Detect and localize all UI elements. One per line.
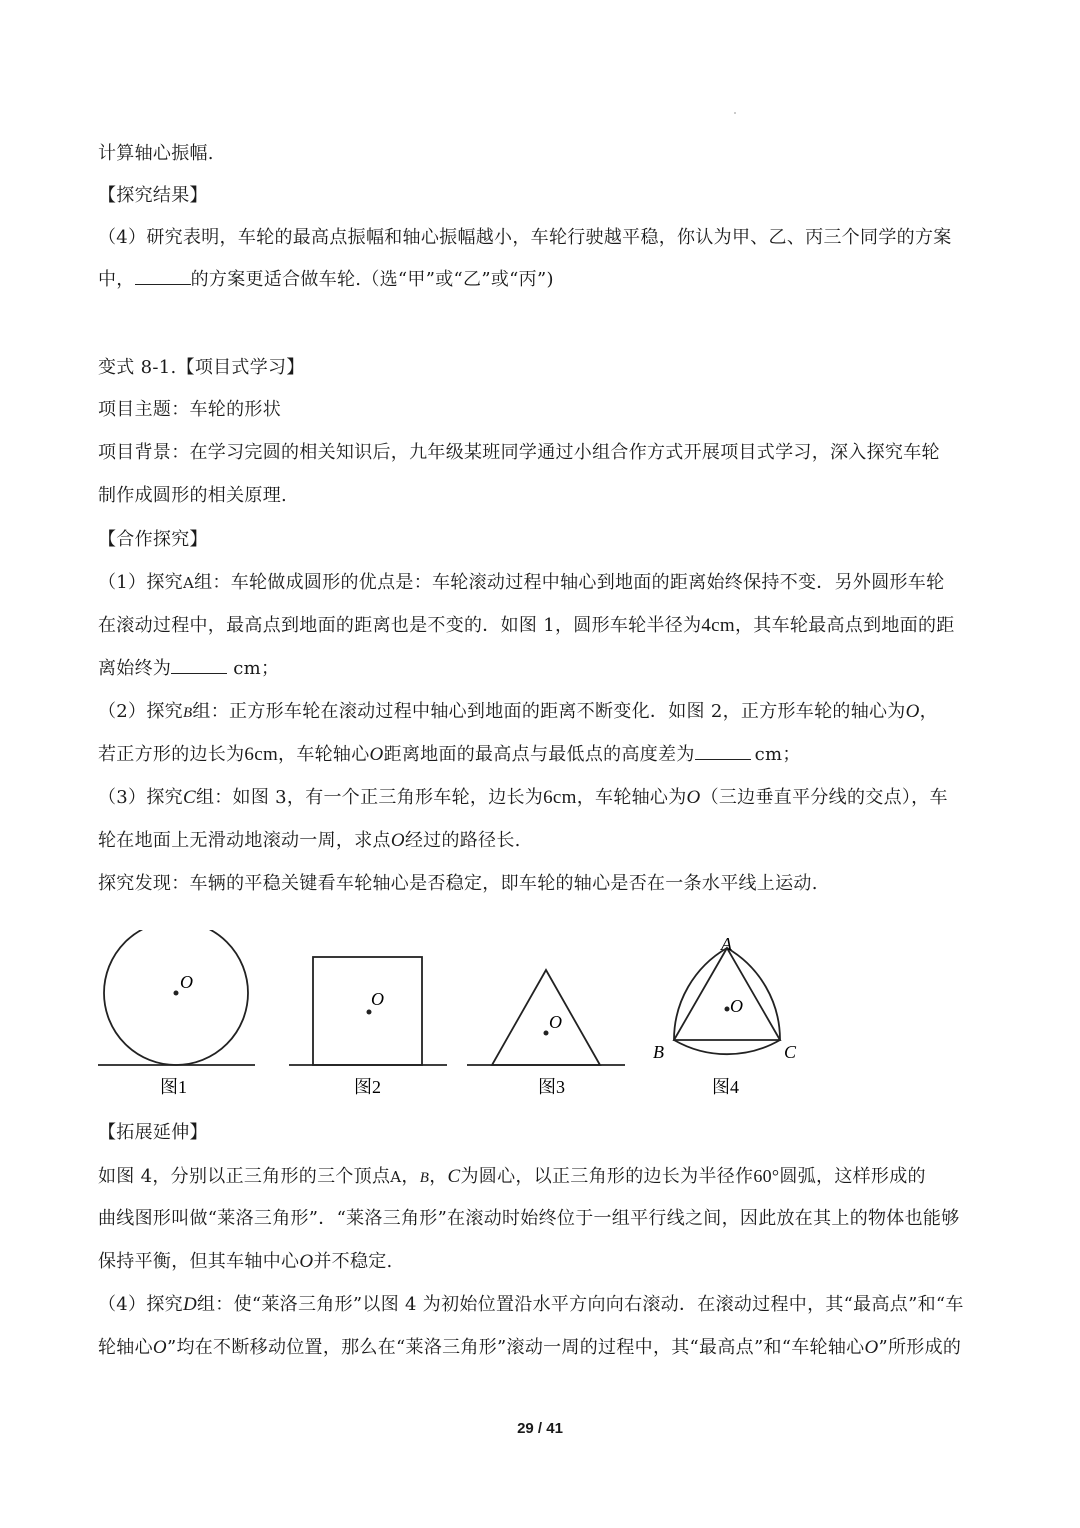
center-dot: [174, 991, 179, 996]
answer-blank: [171, 657, 227, 674]
label-o: O: [371, 989, 384, 1009]
extension-line3: 保持平衡，但其车轴中心O并不稳定.: [98, 1251, 393, 1272]
inner-triangle: [674, 948, 780, 1040]
caption-figure-3: 图3: [538, 1077, 565, 1097]
caption-figure-2: 图2: [354, 1077, 381, 1097]
circle-wheel: [104, 930, 248, 1065]
part-4-line2: 轮轴心O”均在不断移动位置，那么在“莱洛三角形”滚动一周的过程中，其“最高点”和“车轮轴心O”所形成的: [98, 1337, 962, 1358]
question-4-line2: 中， 的方案更适合做车轮.（选“甲”或“乙”或“丙”): [98, 269, 554, 290]
center-dot: [367, 1010, 372, 1015]
center-dot: [725, 1007, 730, 1012]
project-theme: 项目主题：车轮的形状: [98, 399, 281, 420]
part-3-line1: （3）探究C组：如图 3，有一个正三角形车轮，边长为6cm，车轮轴心为O（三边垂直平分线的交点），车: [98, 787, 948, 808]
project-background-line2: 制作成圆形的相关原理.: [98, 485, 288, 506]
part-3-line2: 轮在地面上无滑动地滚动一周，求点O经过的路径长.: [98, 830, 521, 851]
triangle-wheel: [492, 970, 600, 1065]
label-c: C: [784, 1042, 797, 1062]
extension-line1: 如图 4，分别以正三角形的三个顶点A，B，C为圆心，以正三角形的边长为半径作60°圆弧，这样形成的: [98, 1166, 926, 1187]
answer-blank: [135, 268, 191, 285]
figures: [90, 930, 810, 1105]
para-axis-amplitude: 计算轴心振幅.: [98, 143, 214, 164]
label-a: A: [721, 934, 732, 954]
discovery: 探究发现：车辆的平稳关键看车轮轴心是否稳定，即车轮的轴心是否在一条水平线上运动.: [98, 873, 818, 894]
label-o: O: [180, 972, 193, 992]
label-o: O: [549, 1012, 562, 1032]
question-4-line1: （4）研究表明，车轮的最高点振幅和轴心振幅越小，车轮行驶越平稳，你认为甲、乙、丙三个同学的方案: [98, 227, 952, 248]
part-1-line1: （1）探究A组：车轮做成圆形的优点是：车轮滚动过程中轴心到地面的距离始终保持不变．另外圆形车轮: [98, 572, 945, 593]
part-4-line1: （4）探究D组：使“莱洛三角形”以图 4 为初始位置沿水平方向向右滚动．在滚动过程中，其“最高点”和“车: [98, 1294, 964, 1315]
reuleaux-triangle: [674, 948, 780, 1054]
part-2-line2: 若正方形的边长为6cm，车轮轴心O距离地面的最高点与最低点的高度差为 cm；: [98, 744, 801, 765]
caption-figure-1: 图1: [160, 1077, 187, 1097]
figure-3: [467, 970, 625, 1097]
heading-extension: 【拓展延伸】: [98, 1122, 208, 1143]
extension-line2: 曲线图形叫做“莱洛三角形”．“莱洛三角形”在滚动时始终位于一组平行线之间，因此放在其上的物体也能够: [98, 1208, 960, 1229]
figure-1: [98, 930, 255, 1097]
part-1-line2: 在滚动过程中，最高点到地面的距离也是不变的．如图 1，圆形车轮半径为4cm，其车轮最高点到地面的距: [98, 615, 955, 636]
heading-cooperative: 【合作探究】: [98, 529, 208, 550]
figure-4: [653, 934, 797, 1097]
part-1-line3: 离始终为 cm；: [98, 658, 280, 679]
project-background-line1: 项目背景：在学习完圆的相关知识后，九年级某班同学通过小组合作方式开展项目式学习，深入探究车轮: [98, 442, 940, 463]
caption-figure-4: 图4: [712, 1077, 739, 1097]
heading-results: 【探究结果】: [98, 185, 208, 206]
part-2-line1: （2）探究B组：正方形车轮在滚动过程中轴心到地面的距离不断变化．如图 2，正方形车轮的轴心为O，: [98, 701, 938, 722]
scan-dot: [734, 112, 736, 114]
label-b: B: [653, 1042, 664, 1062]
answer-blank: [695, 743, 751, 760]
variant-title: 变式 8-1.【项目式学习】: [98, 357, 305, 378]
figure-2: [289, 957, 447, 1097]
page-number: 29 / 41: [517, 1420, 563, 1437]
center-dot: [544, 1031, 549, 1036]
label-o: O: [730, 996, 743, 1016]
